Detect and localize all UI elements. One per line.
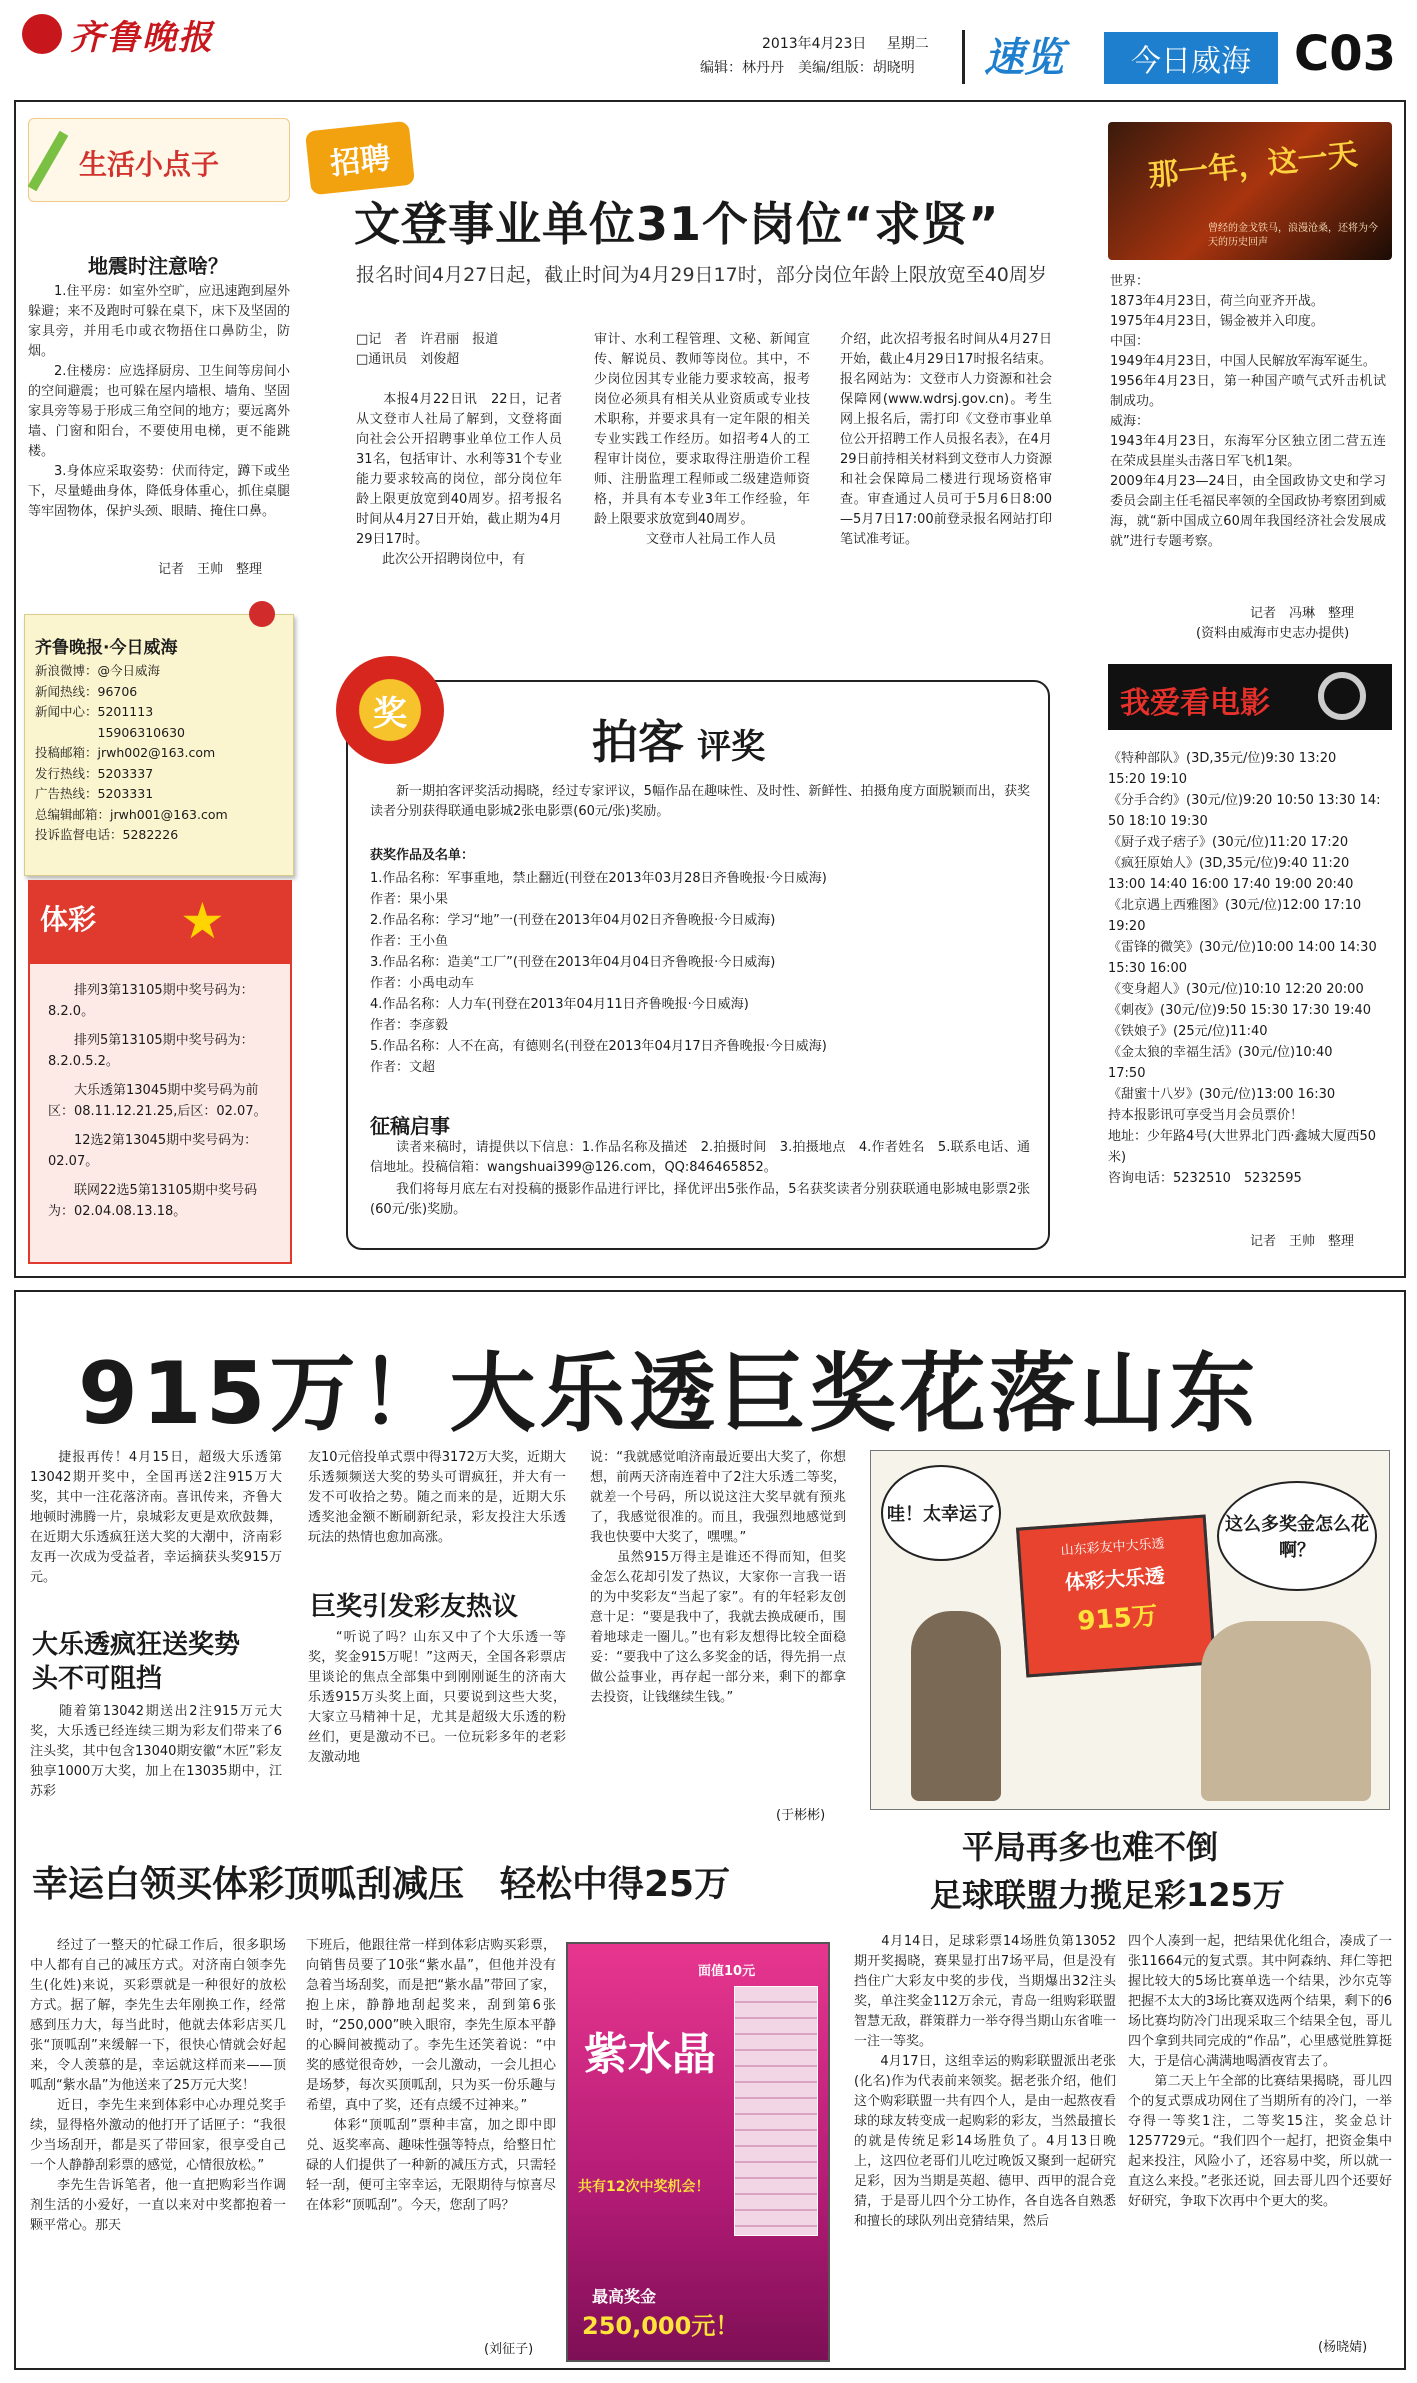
contest-entry: 作者：文超 <box>370 1060 436 1075</box>
contact-line: 总编辑邮箱：jrwh001@163.com <box>35 806 228 822</box>
board-line-2: 体彩大乐透 <box>1064 1563 1166 1595</box>
contest-title-main: 拍客 <box>592 715 684 769</box>
ticket-top-prize: 250,000元！ <box>582 2312 740 2340</box>
board-line-3: 915万 <box>1076 1601 1159 1637</box>
ticket-price: 面值10元 <box>698 1964 756 1979</box>
movie-line: 《疯狂原始人》(3D,35元/位)9:40 11:20 <box>1108 856 1350 871</box>
history-banner-title: 那一年，这一天 <box>1146 137 1360 194</box>
movie-line: 地址：少年路4号(大世界北门西·鑫城大厦西50米) <box>1108 1129 1377 1165</box>
life-tips <box>28 118 298 588</box>
contact-note <box>24 614 294 876</box>
contact-line: 新浪微博：@今日威海 <box>35 663 161 678</box>
movie-line: 13:00 14:40 16:00 17:40 19:00 20:40 <box>1108 877 1354 892</box>
cartoon-person-icon <box>911 1611 1001 1801</box>
contact-line: 投稿邮箱：jrwh002@163.com <box>35 745 216 760</box>
history-text: 世界： 1873年4月23日，荷兰向亚齐开战。 1975年4月23日，锡金被并入印度。 中国： 1949年4月23日，中国人民解放军海军诞生。 1956年4月23日，第一种国产喷气式歼击机试制成功。 威海： 1943年4月23日，东海军分区独立团二营五连在荣成县崖头击落日军飞机1架。 2009年4月23—24日，由全国政协文史和学习委员会副主任毛福民率领的全国政协考察团到威海，就“新中国成立60周年我国经济社会发展成就”进行专题考察。 <box>1110 274 1386 549</box>
weekday-text: 星期二 <box>886 36 929 52</box>
tips-badge-text: 生活小点子 <box>79 148 220 181</box>
football-headline-2: 足球联盟力揽足彩125万 <box>930 1876 1285 1914</box>
issue-date <box>762 34 929 54</box>
movie-line: 19:20 <box>1108 919 1146 934</box>
history-banner <box>1108 122 1392 260</box>
ticket-name: 紫水晶 <box>584 2029 716 2080</box>
lotto-col-1: 捷报再传！4月15日，超级大乐透第13042期开奖中，全国再送2注915万大奖，其中一注花落济南。喜讯传来，齐鲁大地顿时沸腾一片，泉城彩友更是欢欣鼓舞，在近期大乐透疯狂送大奖的大潮中，济南彩友再一次成为受益者，幸运摘获头奖915万元。 <box>30 1450 282 1585</box>
contest-entry: 3.作品名称：造美“工厂”(刊登在2013年04月04日齐鲁晚报·今日威海) <box>370 955 776 970</box>
film-reel-icon <box>1318 672 1366 720</box>
recruit-col-3: 介绍，此次招考报名时间从4月27日开始，截止4月29日17时报名结束。报名网站为：文登市人力资源和社会保障网(www.wdrsj.gov.cn)。考生网上报名后，需打印《文登市事业单位公开招聘工作人员报名表》，在4月29日前持相关材料到文登市人力资源和社会保障局二楼进行现场资格审查。审查通过人员可于5月6日8:00—5月7日17:00前登录报名网站打印笔试准考证。 <box>840 332 1052 547</box>
lotto-cartoon <box>870 1450 1390 1810</box>
newspaper-logo: 齐鲁晚报 <box>70 18 214 58</box>
scratch-headline: 幸运白领买体彩顶呱刮减压 轻松中得25万 <box>32 1864 731 1905</box>
byline-correspondent: □通讯员 刘俊超 <box>356 352 460 367</box>
movie-banner <box>1108 664 1392 730</box>
cartoon-board <box>1016 1515 1216 1678</box>
scratch-author: (刘征子) <box>484 2342 534 2357</box>
movie-line: 《厨子戏子痞子》(30元/位)11:20 17:20 <box>1108 835 1349 850</box>
movie-line: 《刺夜》(30元/位)9:50 15:30 17:30 19:40 <box>1108 1003 1372 1018</box>
football-col-2: 四个人凑到一起，把结果优化组合，凑成了一张11664元的复式票。其中阿森纳、拜仁等把握比较大的5场比赛单选一个结果，沙尔克等把握不太大的3场比赛双选两个结果，剩下的6场比赛均防冷门出现采取三个结果全包，哥儿四个拿到共同完成的“作品”，心里感觉胜算挺大，于是信心满满地喝酒夜宵去了。 第二天上午全部的比赛结果揭晓，哥儿四个的复式票成功网住了当期所有的冷门，一举夺得一等奖1注，二等奖15注，奖金总计1257729元。“我们四个一起打，把资金集中起来投注，风险小了，还容易中奖，所以就一直这么来投。”老张还说，回去哥儿四个还要好好研究，争取下次再中个更大的奖。 <box>1128 1934 1392 2209</box>
recruit-byline <box>356 330 498 370</box>
page-number: C03 <box>1294 26 1397 82</box>
movie-line: 《特种部队》(3D,35元/位)9:30 13:20 <box>1108 751 1337 766</box>
contact-lines <box>35 661 287 846</box>
contest-entry: 5.作品名称：人不在高，有德则名(刊登在2013年04月17日齐鲁晚报·今日威海) <box>370 1039 827 1054</box>
pencil-icon <box>28 131 69 191</box>
lotto-col-2b: “听说了吗？山东又中了个大乐透一等奖，奖金915万呢！”这两天，全国各彩票店里谈论的焦点全部集中到刚刚诞生的济南大乐透915万头奖上面，只要说到这些大奖，大家立马精神十足，尤其是超级大乐透的粉丝们，更是激动不已。一位玩彩多年的老彩友激动地 <box>308 1630 566 1765</box>
lottery-line: 排列5第13105期中奖号码为：8.2.0.5.2。 <box>48 1033 254 1069</box>
lotto-col-1b: 随着第13042期送出2注915万元大奖，大乐透已经连续三期为彩友们带来了6注头奖，其中包含13040期安徽“木匠”彩友独享1000万大奖，加上在13035期中，江苏彩 <box>30 1704 282 1799</box>
football-headline-1: 平局再多也难不倒 <box>962 1828 1219 1866</box>
recruit-badge-text: 招聘 <box>328 140 393 183</box>
contest-entry: 作者：果小果 <box>370 892 449 907</box>
editors-credit: 编辑：林丹丹 美编/组版：胡晓明 <box>700 60 915 76</box>
contact-title: 齐鲁晚报·今日威海 <box>35 638 178 658</box>
board-line-1: 山东彩友中大乐透 <box>1060 1536 1166 1559</box>
contact-line: 发行热线：5203337 <box>35 765 154 781</box>
recruit-badge <box>305 121 415 196</box>
lotto-subhead-2: 巨奖引发彩友热议 <box>310 1592 519 1622</box>
section-name: 今日威海 <box>1104 32 1278 84</box>
ticket-top-label: 最高奖金 <box>592 2287 657 2306</box>
cartoon-bubble-right: 这么多奖金怎么花啊？ <box>1217 1481 1377 1591</box>
tips-para: 1.住平房：如室外空旷，应迅速跑到屋外躲避；来不及跑时可躲在桌下，床下及坚固的家具旁，并用毛巾或衣物捂住口鼻防尘，防烟。 <box>28 284 290 359</box>
tips-title: 地震时注意啥？ <box>88 254 228 278</box>
call-for-photos-text-2: 我们将每月底左右对投稿的摄影作品进行评比，择优评出5张作品，5名获奖读者分别获联通电影城电影票2张(60元/张)奖励。 <box>370 1182 1030 1217</box>
header-divider <box>962 30 965 84</box>
lottery-line: 联网22选5第13105期中奖号码为：02.04.08.13.18。 <box>48 1183 258 1219</box>
pin-icon <box>249 601 275 627</box>
contest-entry: 2.作品名称：学习“地”一(刊登在2013年04月02日齐鲁晚报·今日威海) <box>370 913 776 928</box>
movie-line: 17:50 <box>1108 1066 1146 1081</box>
tips-badge <box>28 118 290 202</box>
movie-line: 《甜蜜十八岁》(30元/位)13:00 16:30 <box>1108 1087 1336 1102</box>
football-col-1: 4月14日，足球彩票14场胜负第13052期开奖揭晓，赛果显打出7场平局，但是没有挡住广大彩友中奖的步伐，当期爆出32注头奖，单注奖金112万余元，青岛一组购彩联盟智慧无敌，群策群力一举夺得当期山东省唯一一注一等奖。 4月17日，这组幸运的购彩联盟派出老张(化名)作为代表前来领奖。据老张介绍，他们这个购彩联盟一共有四个人，是由一起熬夜看球的球友转变成一起购彩的彩友，当然最擅长的就是传统足彩14场胜负了。4月13日晚上，这四位老哥们儿吃过晚饭又聚到一起研究足彩，因为当期是英超、德甲、西甲的混合竞猜，于是哥儿四个分工协作，各自选各自熟悉和擅长的球队列出竞猜结果，然后 <box>854 1934 1116 2229</box>
recruit-headline: 文登事业单位31个岗位“求贤” <box>354 197 1000 251</box>
lottery-lines <box>48 980 278 1222</box>
masthead <box>0 0 1417 96</box>
contest-list-head: 获奖作品及名单： <box>370 848 475 863</box>
scratch-col-2: 下班后，他跟往常一样到体彩店购买彩票，向销售员要了10张“紫水晶”，但他并没有急着当场刮奖，而是把“紫水晶”带回了家，抱上床，静静地刮起奖来，刮到第6张时，“250,000”映入眼帘，李先生原本平静的心瞬间被揽动了。李先生还笑着说：“中奖的感觉很奇妙，一会儿激动，一会儿担心是场梦，每次买顶呱刮，只为买一份乐趣与希望，真中了奖，还有点缓不过神来。” 体彩“顶呱刮”票种丰富，加之即中即兑、返奖率高、趣味性强等特点，给整日忙碌的人们提供了一种新的减压方式，只需轻轻一刮，便可主宰幸运，无限期待与惊喜尽在体彩“顶呱刮”。今天，您刮了吗？ <box>306 1938 556 2213</box>
tips-body <box>28 282 290 522</box>
award-badge-text: 奖 <box>373 693 407 734</box>
award-medal-icon <box>336 656 444 764</box>
contest-title <box>592 706 765 772</box>
contest-entry: 4.作品名称：人力车(刊登在2013年04月11日齐鲁晚报·今日威海) <box>370 997 749 1012</box>
history-author: 记者 冯琳 整理 <box>1250 606 1355 621</box>
sugan-label: 速览 <box>984 35 1064 81</box>
history-source: (资料由威海市史志办提供) <box>1196 626 1350 641</box>
movie-author: 记者 王帅 整理 <box>1250 1234 1355 1249</box>
movie-line: 《金太狼的幸福生活》(30元/位)10:40 <box>1108 1045 1333 1060</box>
contact-line: 广告热线：5203331 <box>35 786 154 801</box>
football-author: (杨晓婧) <box>1318 2340 1368 2355</box>
movie-line: 50 18:10 19:30 <box>1108 814 1208 829</box>
scratch-ticket-image <box>566 1942 830 2362</box>
recruit-col-2: 审计、水利工程管理、文秘、新闻宣传、解说员、教师等岗位。其中，不少岗位因其专业能力要求较高，报考岗位必须具有相关从业资质或专业技术职称，并要求具有一定年限的相关专业实践工作经历。如招考4人的工程审计岗位，要求取得注册造价工程师、注册监理工程师或二级建造师资格，并具有本专业3年工作经验，年龄上限要求放宽到40周岁。 文登市人社局工作人员 <box>594 332 810 547</box>
contact-line: 新闻中心：5201113 <box>35 704 154 719</box>
lottery-box <box>28 880 292 1264</box>
logo-icon <box>22 14 62 54</box>
ticket-grid <box>734 1986 818 2236</box>
contest-entry: 作者：小禹电动车 <box>370 976 475 991</box>
call-for-photos-text: 读者来稿时，请提供以下信息：1.作品名称及描述 2.拍摄时间 3.拍摄地点 4.作者姓名 5.联系电话、通信地址。投稿信箱：wangshuai399@126.com，QQ:846465852。 <box>370 1140 1030 1175</box>
movie-line: 《变身超人》(30元/位)10:10 12:20 20:00 <box>1108 982 1364 997</box>
cartoon-crowd-icon <box>1201 1621 1371 1801</box>
recruit-col-1: 本报4月22日讯 22日，记者从文登市人社局了解到，文登将面向社会公开招聘事业单位工作人员31名，包括审计、水利等31个专业能力要求较高的岗位，部分岗位年龄上限更放宽到40周岁。招考报名时间从4月27日开始，截止期为4月29日17时。 此次公开招聘岗位中，有 <box>356 392 562 567</box>
contact-line: 15906310630 <box>35 724 185 740</box>
photo-contest-box <box>346 680 1050 1250</box>
lotto-col-2a: 友10元倍投单式票中得3172万大奖，近期大乐透频频送大奖的势头可谓疯狂，并大有一发不可收拾之势。随之而来的是，近期大乐透奖池金额不断刷新纪录，彩友投注大乐透玩法的热情也愈加高涨。 <box>308 1450 566 1545</box>
movie-line: 《分手合约》(30元/位)9:20 10:50 13:30 14: <box>1108 793 1381 808</box>
contact-line: 投诉监督电话：5282226 <box>35 827 179 842</box>
history-banner-sub: 曾经的金戈铁马，浪漫沧桑，还将为今天的历史回声 <box>1208 223 1378 248</box>
contest-entry: 1.作品名称：军事重地，禁止翻近(刊登在2013年03月28日齐鲁晚报·今日威海) <box>370 871 827 886</box>
lotto-headline: 915万！大乐透巨奖花落山东 <box>78 1344 1260 1444</box>
movie-list <box>1108 748 1392 1189</box>
movie-line: 15:20 19:10 <box>1108 772 1188 787</box>
movie-line: 15:30 16:00 <box>1108 961 1188 976</box>
contest-entry: 作者：李彦毅 <box>370 1018 449 1033</box>
contest-title-sub: 评奖 <box>697 727 766 767</box>
lottery-line: 排列3第13105期中奖号码为：8.2.0。 <box>48 983 254 1019</box>
movie-line: 《北京遇上西雅图》(30元/位)12:00 17:10 <box>1108 898 1362 913</box>
lotto-subhead-1: 大乐透疯狂送奖势头不可阻挡 <box>32 1630 241 1694</box>
contest-intro: 新一期拍客评奖活动揭晓，经过专家评议，5幅作品在趣味性、及时性、新鲜性、拍摄角度方面脱颖而出，获奖读者分别获得联通电影城2张电影票(60元/张)奖励。 <box>370 784 1030 819</box>
lottery-line: 大乐透第13045期中奖号码为前区：08.11.12.21.25,后区：02.07。 <box>48 1083 267 1119</box>
star-icon: ★ <box>180 892 225 950</box>
cartoon-bubble-left: 哇！太幸运了 <box>881 1465 1001 1561</box>
contest-list <box>370 868 1030 1078</box>
lotto-col-3: 说：“我就感觉咱济南最近要出大奖了，你想想，前两天济南连着中了2注大乐透二等奖，就差一个号码，所以说这注大奖早就有预兆了，我感觉很准的。而且，我强烈地感觉到我也快要中大奖了，嘿嘿。” 虽然915万得主是谁还不得而知，但奖金怎么花却引发了热议，大家你一言我一语的为中奖彩友“当起了家”。有的年轻彩友创意十足：“要是我中了，我就去换成硬币，围着地球走一圈儿。”也有彩友想得比较全面稳妥：“要我中了这么多奖金的话，得先捐一点做公益事业，再存起一部分来，剩下的都拿去投资，让钱继续生钱。” <box>590 1450 846 1705</box>
movie-line: 《雷锋的微笑》(30元/位)10:00 14:00 14:30 <box>1108 940 1377 955</box>
movie-line: 持本报影讯可享受当月会员票价！ <box>1108 1108 1304 1123</box>
contact-line: 新闻热线：96706 <box>35 683 138 699</box>
scratch-col-1: 经过了一整天的忙碌工作后，很多职场中人都有自己的减压方式。对济南白领李先生(化姓)来说，买彩票就是一种很好的放松方式。据了解，李先生去年刚换工作，经常感到压力大，每当此时，他就去体彩店买几张“顶呱刮”来缓解一下，很快心情就会好起来，令人羡慕的是，幸运就这样而来——顶呱刮“紫水晶”为他送来了25万元大奖！ 近日，李先生来到体彩中心办理兑奖手续，显得格外激动的他打开了话匣子：“我很少当场刮开，都是买了带回家，很享受自己一个人静静刮彩票的感觉，心情很放松。” 李先生告诉笔者，他一直把购彩当作调剂生活的小爱好，一直以来对中奖都抱着一颗平常心。那天 <box>30 1938 286 2233</box>
lottery-line: 12选2第13045期中奖号码为：02.07。 <box>48 1133 258 1169</box>
movie-line: 《铁娘子》(25元/位)11:40 <box>1108 1024 1268 1039</box>
tips-author: 记者 王帅 整理 <box>158 562 263 577</box>
byline-reporter: □记 者 许君丽 报道 <box>356 332 499 347</box>
lotto-author: (于彬彬) <box>776 1808 826 1823</box>
call-for-photos-title: 征稿启事 <box>370 1114 450 1138</box>
movie-line: 咨询电话：5232510 5232595 <box>1108 1171 1302 1186</box>
lottery-title: 体彩 <box>40 903 97 936</box>
lottery-header <box>30 882 290 964</box>
recruit-subtitle: 报名时间4月27日起，截止时间为4月29日17时，部分岗位年龄上限放宽至40周岁 <box>356 264 1047 286</box>
contest-entry: 作者：王小鱼 <box>370 934 449 949</box>
ticket-chances: 共有12次中奖机会！ <box>578 2179 710 2195</box>
tips-para: 2.住楼房：应选择厨房、卫生间等房间小的空间避震；也可躲在屋内墙根、墙角、坚固家具旁等易于形成三角空间的地方；要远离外墙、门窗和阳台，不要使用电梯，更不能跳楼。 <box>28 364 290 459</box>
movie-banner-text: 我爱看电影 <box>1120 686 1270 721</box>
tips-para: 3.身体应采取姿势：伏而待定，蹲下或坐下，尽量蜷曲身体，降低身体重心，抓住桌腿等牢固物体，保护头颈、眼睛、掩住口鼻。 <box>28 464 290 519</box>
date-text: 2013年4月23日 <box>762 36 867 52</box>
